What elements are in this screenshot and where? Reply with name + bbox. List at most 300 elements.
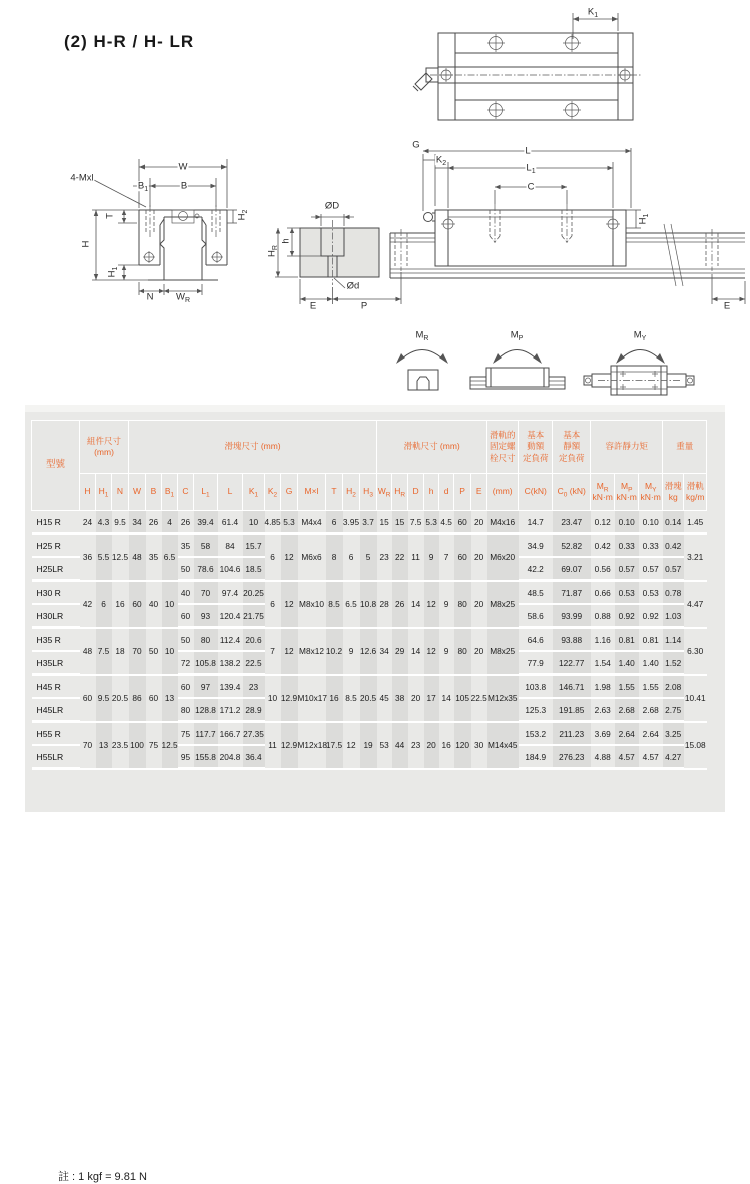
table-cell: 2.64 <box>639 722 663 746</box>
table-cell: 0.57 <box>615 557 639 581</box>
table-cell: 72 <box>178 651 194 675</box>
table-cell: 26 <box>392 581 408 628</box>
table-cell: 7.5 <box>96 628 112 675</box>
table-cell: 50 <box>178 557 194 581</box>
table-cell: 5.3 <box>424 511 439 534</box>
table-cell: 4.57 <box>615 745 639 769</box>
table-cell: 117.7 <box>194 722 218 746</box>
table-cell: 10.41 <box>684 675 707 722</box>
column-header: B <box>146 474 162 511</box>
table-cell: 276.23 <box>553 745 591 769</box>
column-header: (mm) <box>487 474 519 511</box>
column-group-header: 重量 <box>663 421 707 474</box>
table-cell: 9.5 <box>96 675 112 722</box>
table-cell: 1.14 <box>663 628 684 652</box>
table-cell: 60 <box>178 604 194 628</box>
table-cell: 0.10 <box>615 511 639 534</box>
table-cell: 42 <box>80 581 96 628</box>
column-header: D <box>408 474 424 511</box>
table-cell: 60 <box>454 511 471 534</box>
table-cell: 13 <box>96 722 112 769</box>
table-cell: 12.9 <box>281 675 298 722</box>
table-cell: 60 <box>129 581 146 628</box>
table-cell: 12 <box>281 628 298 675</box>
model-cell: H55LR <box>32 745 80 769</box>
table-cell: 30 <box>471 722 487 769</box>
column-header: $C_0$ (kN) <box>553 474 591 511</box>
column-group-header: 滑塊尺寸 (mm) <box>129 421 377 474</box>
table-cell: 70 <box>194 581 218 605</box>
table-cell: 12.5 <box>162 722 178 769</box>
model-cell: H25LR <box>32 557 80 581</box>
table-cell: 10.2 <box>326 628 343 675</box>
table-cell: 2.64 <box>615 722 639 746</box>
table-cell: 29 <box>392 628 408 675</box>
column-header: $H_R$ <box>392 474 408 511</box>
dim-label-e-right: E <box>723 300 731 312</box>
table-cell: 48 <box>129 534 146 581</box>
table-cell: 15.7 <box>243 534 265 558</box>
table-row <box>32 722 707 746</box>
table-cell: 50 <box>178 628 194 652</box>
mounting-holes <box>439 34 632 119</box>
table-cell: 8.5 <box>326 581 343 628</box>
table-cell: 10 <box>265 675 281 722</box>
table-cell: 5.3 <box>281 511 298 534</box>
table-cell: 1.52 <box>663 651 684 675</box>
table-cell: 69.07 <box>553 557 591 581</box>
column-header: T <box>326 474 343 511</box>
column-header: 滑塊 kg <box>663 474 684 511</box>
table-cell: 6 <box>343 534 360 581</box>
moment-yaw-icon <box>584 366 694 395</box>
dim-label-t: T <box>104 213 116 219</box>
table-cell: 42.2 <box>519 557 553 581</box>
table-cell: 20.5 <box>112 675 129 722</box>
table-cell: 20.5 <box>360 675 377 722</box>
column-header: $M_P$ kN·m <box>615 474 639 511</box>
table-cell: 1.40 <box>615 651 639 675</box>
table-cell: 211.23 <box>553 722 591 746</box>
moment-pitch-icon <box>470 368 565 389</box>
table-cell: 64.6 <box>519 628 553 652</box>
column-header: C(kN) <box>519 474 553 511</box>
table-cell: 155.8 <box>194 745 218 769</box>
table-cell: 0.78 <box>663 581 684 605</box>
table-cell: 125.3 <box>519 698 553 722</box>
table-cell: 15 <box>377 511 392 534</box>
table-cell: 104.6 <box>218 557 243 581</box>
table-cell: 78.6 <box>194 557 218 581</box>
dim-label-n: N <box>146 291 154 303</box>
table-cell: 15 <box>392 511 408 534</box>
table-cell: 4.27 <box>663 745 684 769</box>
column-header: $H_3$ <box>360 474 377 511</box>
table-cell: 0.42 <box>663 534 684 558</box>
table-cell: 77.9 <box>519 651 553 675</box>
table-cell: 0.53 <box>615 581 639 605</box>
column-header: $H_2$ <box>343 474 360 511</box>
table-cell: 58.6 <box>519 604 553 628</box>
table-cell: 16 <box>112 581 129 628</box>
table-cell: 23.5 <box>112 722 129 769</box>
table-cell: 6 <box>265 534 281 581</box>
table-cell: 84 <box>218 534 243 558</box>
table-cell: 138.2 <box>218 651 243 675</box>
spec-table <box>31 420 707 770</box>
model-cell: H30LR <box>32 604 80 628</box>
table-cell: 20 <box>408 675 424 722</box>
table-cell: 9.5 <box>112 511 129 534</box>
dim-label-e-left: E <box>309 300 317 312</box>
table-cell: 23.47 <box>553 511 591 534</box>
column-group-header: 基本 動額 定負荷 <box>519 421 553 474</box>
table-cell: 120.4 <box>218 604 243 628</box>
table-cell: 4.3 <box>96 511 112 534</box>
table-cell: 0.12 <box>591 511 615 534</box>
table-cell: 24 <box>80 511 96 534</box>
table-cell: 13 <box>162 675 178 722</box>
table-cell: 1.54 <box>591 651 615 675</box>
table-cell: 1.55 <box>615 675 639 699</box>
table-cell: 18 <box>112 628 129 675</box>
table-cell: 0.33 <box>639 534 663 558</box>
table-cell: 120 <box>454 722 471 769</box>
table-cell: 0.33 <box>615 534 639 558</box>
table-cell: 3.95 <box>343 511 360 534</box>
table-cell: 12.5 <box>112 534 129 581</box>
table-cell: 12.9 <box>281 722 298 769</box>
table-cell: 50 <box>146 628 162 675</box>
table-cell: 14 <box>439 675 454 722</box>
column-header: $K_1$ <box>243 474 265 511</box>
wing-holes <box>143 251 223 263</box>
table-cell: 23 <box>243 675 265 699</box>
table-cell: 1.03 <box>663 604 684 628</box>
table-cell: 0.14 <box>663 511 684 534</box>
column-header: P <box>454 474 471 511</box>
table-cell: 48 <box>80 628 96 675</box>
table-cell: 12 <box>424 581 439 628</box>
moment-label-mr: $M_R$ <box>415 329 429 343</box>
table-cell: 80 <box>178 698 194 722</box>
table-cell: 12 <box>343 722 360 769</box>
table-cell: 97.4 <box>218 581 243 605</box>
table-cell: M8x25 <box>487 581 519 628</box>
grease-nipple-side-icon <box>424 213 436 222</box>
table-cell: 16 <box>439 722 454 769</box>
table-cell: 146.71 <box>553 675 591 699</box>
table-cell: 3.7 <box>360 511 377 534</box>
table-cell: 70 <box>80 722 96 769</box>
table-cell: 18.5 <box>243 557 265 581</box>
table-cell: 8 <box>326 534 343 581</box>
table-cell: 61.4 <box>218 511 243 534</box>
table-cell: 105 <box>454 675 471 722</box>
table-cell: 86 <box>129 675 146 722</box>
table-cell: 1.45 <box>684 511 707 534</box>
table-cell: 7 <box>439 534 454 581</box>
table-cell: 105.8 <box>194 651 218 675</box>
table-cell: 16 <box>326 675 343 722</box>
dim-label-h-counterbore: h <box>280 238 292 244</box>
table-cell: 39.4 <box>194 511 218 534</box>
column-header: $M_Y$ kN·m <box>639 474 663 511</box>
table-cell: 20.25 <box>243 581 265 605</box>
table-cell: M10x17 <box>298 675 326 722</box>
table-cell: 53 <box>377 722 392 769</box>
table-cell: 4.57 <box>639 745 663 769</box>
column-group-header: 滑軌的 固定螺 栓尺寸 <box>487 421 519 474</box>
table-cell: 204.8 <box>218 745 243 769</box>
table-cell: M4x4 <box>298 511 326 534</box>
model-cell: H45LR <box>32 698 80 722</box>
column-header-model: 型號 <box>32 421 80 511</box>
table-cell: 9 <box>439 628 454 675</box>
table-cell: 27.35 <box>243 722 265 746</box>
table-cell: 7.5 <box>408 511 424 534</box>
table-cell: 0.53 <box>639 581 663 605</box>
table-cell: 34 <box>377 628 392 675</box>
table-cell: 10 <box>162 628 178 675</box>
dim-label-wr: $W_R$ <box>175 291 191 305</box>
table-cell: M6x6 <box>298 534 326 581</box>
column-header: $W_R$ <box>377 474 392 511</box>
table-cell: 5 <box>360 534 377 581</box>
table-cell: 153.2 <box>519 722 553 746</box>
column-group-header: 組件尺寸 (mm) <box>80 421 129 474</box>
table-cell: 12 <box>424 628 439 675</box>
table-cell: 20 <box>471 511 487 534</box>
dim-label-k2: $K_2$ <box>435 154 447 168</box>
rail-end-section <box>300 228 379 277</box>
table-cell: 60 <box>454 534 471 581</box>
dim-label-b1: $B_1$ <box>137 180 149 194</box>
table-cell: M12x35 <box>487 675 519 722</box>
dim-label-hr: $H_R$ <box>266 245 280 257</box>
moment-label-my: $M_Y$ <box>633 329 647 343</box>
table-cell: 2.63 <box>591 698 615 722</box>
table-cell: 60 <box>178 675 194 699</box>
table-cell: 0.57 <box>663 557 684 581</box>
column-header: M×l <box>298 474 326 511</box>
table-cell: 6 <box>96 581 112 628</box>
table-cell: 3.25 <box>663 722 684 746</box>
moment-diagrams <box>380 325 745 407</box>
table-cell: 139.4 <box>218 675 243 699</box>
table-row <box>32 511 707 534</box>
table-cell: 9 <box>424 534 439 581</box>
table-cell: 19 <box>360 722 377 769</box>
table-cell: 184.9 <box>519 745 553 769</box>
table-cell: 191.85 <box>553 698 591 722</box>
table-cell: 1.55 <box>639 675 663 699</box>
table-cell: 60 <box>146 675 162 722</box>
table-cell: 7 <box>265 628 281 675</box>
dim-label-h: H <box>80 240 92 248</box>
model-cell: H45 R <box>32 675 80 699</box>
column-header: h <box>424 474 439 511</box>
dim-label-l1: $L_1$ <box>526 162 536 176</box>
table-cell: 2.75 <box>663 698 684 722</box>
column-group-header: 容許靜力矩 <box>591 421 663 474</box>
table-cell: 6.5 <box>343 581 360 628</box>
moment-roll-icon <box>408 370 438 390</box>
table-cell: 22.5 <box>243 651 265 675</box>
table-cell: 171.2 <box>218 698 243 722</box>
table-cell: M8x12 <box>298 628 326 675</box>
table-cell: M14x45 <box>487 722 519 769</box>
table-cell: 2.68 <box>615 698 639 722</box>
table-cell: 0.57 <box>639 557 663 581</box>
table-cell: 20 <box>471 581 487 628</box>
table-cell: 3.21 <box>684 534 707 581</box>
table-cell: 23 <box>377 534 392 581</box>
table-cell: 70 <box>129 628 146 675</box>
table-cell: 36.4 <box>243 745 265 769</box>
table-row <box>32 534 707 558</box>
table-cell: M6x20 <box>487 534 519 581</box>
table-cell: 35 <box>178 534 194 558</box>
table-cell: 28.9 <box>243 698 265 722</box>
column-header: G <box>281 474 298 511</box>
table-cell: 21.75 <box>243 604 265 628</box>
moment-label-mp: $M_P$ <box>510 329 524 343</box>
table-cell: 1.98 <box>591 675 615 699</box>
table-cell: 10.8 <box>360 581 377 628</box>
table-cell: 14.7 <box>519 511 553 534</box>
table-cell: 40 <box>146 581 162 628</box>
model-cell: H35LR <box>32 651 80 675</box>
table-row <box>32 675 707 699</box>
table-cell: 80 <box>454 581 471 628</box>
table-cell: 23 <box>408 722 424 769</box>
table-cell: 0.66 <box>591 581 615 605</box>
table-cell: 112.4 <box>218 628 243 652</box>
table-cell: M8x25 <box>487 628 519 675</box>
table-cell: M4x16 <box>487 511 519 534</box>
block-top-view-drawing <box>400 5 660 135</box>
table-cell: 40 <box>178 581 194 605</box>
table-row <box>32 581 707 605</box>
table-cell: 4 <box>162 511 178 534</box>
spec-table-head <box>32 421 707 511</box>
table-cell: 22 <box>392 534 408 581</box>
table-cell: 11 <box>265 722 281 769</box>
table-cell: 20.6 <box>243 628 265 652</box>
column-header: $M_R$ kN·m <box>591 474 615 511</box>
table-cell: 6.5 <box>162 534 178 581</box>
table-cell: 166.7 <box>218 722 243 746</box>
table-cell: 1.40 <box>639 651 663 675</box>
table-cell: 4.85 <box>265 511 281 534</box>
section-title: (2) H-R / H- LR <box>64 32 195 51</box>
table-cell: 2.68 <box>639 698 663 722</box>
dim-label-h1: $H_1$ <box>106 266 120 278</box>
table-cell: 93.99 <box>553 604 591 628</box>
table-cell: 0.88 <box>591 604 615 628</box>
table-cell: 45 <box>377 675 392 722</box>
column-header: $B_1$ <box>162 474 178 511</box>
table-cell: 0.10 <box>639 511 663 534</box>
table-cell: 36 <box>80 534 96 581</box>
table-cell: 75 <box>146 722 162 769</box>
table-cell: 11 <box>408 534 424 581</box>
table-cell: 100 <box>129 722 146 769</box>
dim-label-p: P <box>360 300 368 312</box>
table-cell: 48.5 <box>519 581 553 605</box>
table-cell: 6 <box>265 581 281 628</box>
table-cell: 0.92 <box>639 604 663 628</box>
dim-label-h1-side: $H_1$ <box>637 213 651 225</box>
table-cell: 34 <box>129 511 146 534</box>
dim-label-l: L <box>525 145 531 157</box>
column-group-header: 滑軌尺寸 (mm) <box>377 421 487 474</box>
table-cell: 93 <box>194 604 218 628</box>
table-cell: 80 <box>454 628 471 675</box>
table-cell: 2.08 <box>663 675 684 699</box>
model-cell: H25 R <box>32 534 80 558</box>
column-header: $K_2$ <box>265 474 281 511</box>
table-cell: 6.30 <box>684 628 707 675</box>
table-cell: 12.6 <box>360 628 377 675</box>
table-cell: 17.5 <box>326 722 343 769</box>
dim-label-w: W <box>178 161 188 173</box>
table-cell: 75 <box>178 722 194 746</box>
table-cell: M12x18 <box>298 722 326 769</box>
table-cell: 35 <box>146 534 162 581</box>
column-header: $H_1$ <box>96 474 112 511</box>
table-cell: 26 <box>178 511 194 534</box>
table-cell: 12 <box>281 534 298 581</box>
grease-nipple-icon <box>413 68 438 91</box>
table-cell: 93.88 <box>553 628 591 652</box>
table-cell: 95 <box>178 745 194 769</box>
table-cell: 20 <box>471 534 487 581</box>
table-cell: 3.69 <box>591 722 615 746</box>
dim-label-k1: $K_1$ <box>587 6 599 20</box>
column-header: d <box>439 474 454 511</box>
table-cell: 14 <box>408 628 424 675</box>
footnote: 註 : 1 kgf = 9.81 N <box>58 1171 147 1183</box>
model-cell: H30 R <box>32 581 80 605</box>
table-cell: 128.8 <box>194 698 218 722</box>
table-cell: 26 <box>146 511 162 534</box>
spec-table-body <box>32 511 707 769</box>
column-header: L <box>218 474 243 511</box>
dim-label-b: B <box>180 180 188 192</box>
table-cell: 1.16 <box>591 628 615 652</box>
table-cell: 4.88 <box>591 745 615 769</box>
table-cell: 60 <box>80 675 96 722</box>
column-group-header: 基本 靜額 定負荷 <box>553 421 591 474</box>
table-cell: 0.42 <box>591 534 615 558</box>
table-cell: 8.5 <box>343 675 360 722</box>
dim-label-h2: $H_2$ <box>236 209 250 221</box>
panel-top-strip <box>25 405 725 412</box>
column-header: E <box>471 474 487 511</box>
table-cell: 5.5 <box>96 534 112 581</box>
table-cell: 4.5 <box>439 511 454 534</box>
column-header: N <box>112 474 129 511</box>
table-cell: 38 <box>392 675 408 722</box>
table-cell: 12 <box>281 581 298 628</box>
rail-side-view-diagram <box>265 138 750 333</box>
column-header: 滑軌 kg/m <box>684 474 707 511</box>
table-cell: 9 <box>343 628 360 675</box>
table-cell: 97 <box>194 675 218 699</box>
table-cell: 44 <box>392 722 408 769</box>
